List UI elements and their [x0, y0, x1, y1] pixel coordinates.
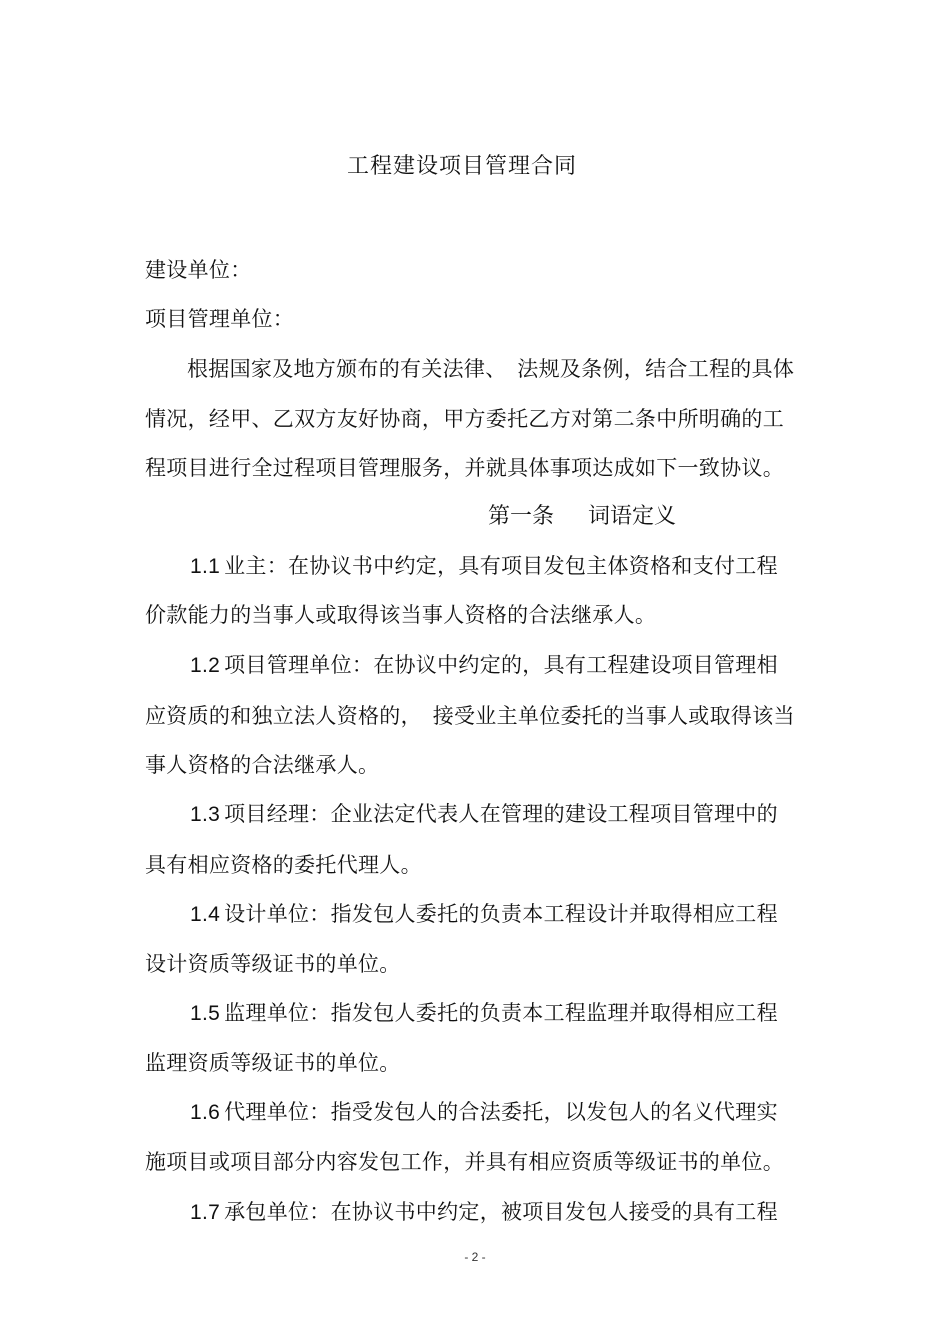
clause-number: 1.4	[190, 903, 221, 926]
owner-label: 建设单位：	[145, 258, 252, 282]
clause-1-5-line-1	[190, 999, 778, 1028]
clause-number: 1.7	[190, 1201, 221, 1224]
page-number: - 2 -	[464, 1250, 486, 1264]
clause-1-3-line-2: 具有相应资格的委托代理人。	[145, 853, 422, 877]
clause-1-7-line-1	[190, 1198, 778, 1227]
clause-text: 业主：在协议书中约定，具有项目发包主体资格和支付工程	[224, 554, 778, 578]
clause-number: 1.1	[190, 555, 221, 578]
clause-text: 监理单位：指发包人委托的负责本工程监理并取得相应工程	[224, 1001, 778, 1025]
clause-1-6-line-1	[190, 1098, 778, 1127]
clause-text: 项目管理单位：在协议中约定的，具有工程建设项目管理相	[224, 653, 778, 677]
intro-line-2: 情况，经甲、乙双方友好协商，甲方委托乙方对第二条中所明确的工	[145, 407, 784, 431]
section-name: 词语定义	[588, 504, 677, 529]
clause-number: 1.5	[190, 1002, 221, 1025]
section-heading	[488, 503, 676, 531]
clause-text: 设计单位：指发包人委托的负责本工程设计并取得相应工程	[224, 902, 778, 926]
clause-text: 项目经理：企业法定代表人在管理的建设工程项目管理中的	[224, 802, 778, 826]
manager-label: 项目管理单位：	[145, 307, 295, 331]
section-number: 第一条	[488, 504, 555, 529]
clause-1-1-line-1	[190, 552, 778, 581]
clause-1-4-line-2: 设计资质等级证书的单位。	[145, 952, 401, 976]
intro-line-3: 程项目进行全过程项目管理服务，并就具体事项达成如下一致协议。	[145, 456, 784, 480]
clause-1-1-line-2: 价款能力的当事人或取得该当事人资格的合法继承人。	[145, 603, 657, 627]
clause-number: 1.2	[190, 654, 221, 677]
clause-1-4-line-1	[190, 900, 778, 929]
clause-1-2-line-2: 应资质的和独立法人资格的， 接受业主单位委托的当事人或取得该当	[145, 704, 795, 728]
clause-text: 承包单位：在协议书中约定，被项目发包人接受的具有工程	[224, 1200, 778, 1224]
clause-text: 代理单位：指受发包人的合法委托，以发包人的名义代理实	[224, 1100, 778, 1124]
clause-1-2-line-1	[190, 651, 778, 680]
clause-number: 1.6	[190, 1101, 221, 1124]
clause-1-2-line-3: 事人资格的合法继承人。	[145, 753, 380, 777]
clause-number: 1.3	[190, 803, 221, 826]
clause-1-6-line-2: 施项目或项目部分内容发包工作，并具有相应资质等级证书的单位。	[145, 1150, 784, 1174]
clause-1-5-line-2: 监理资质等级证书的单位。	[145, 1051, 401, 1075]
intro-line-1: 根据国家及地方颁布的有关法律、 法规及条例，结合工程的具体	[187, 357, 795, 381]
document-title: 工程建设项目管理合同	[347, 154, 578, 179]
clause-1-3-line-1	[190, 800, 778, 829]
